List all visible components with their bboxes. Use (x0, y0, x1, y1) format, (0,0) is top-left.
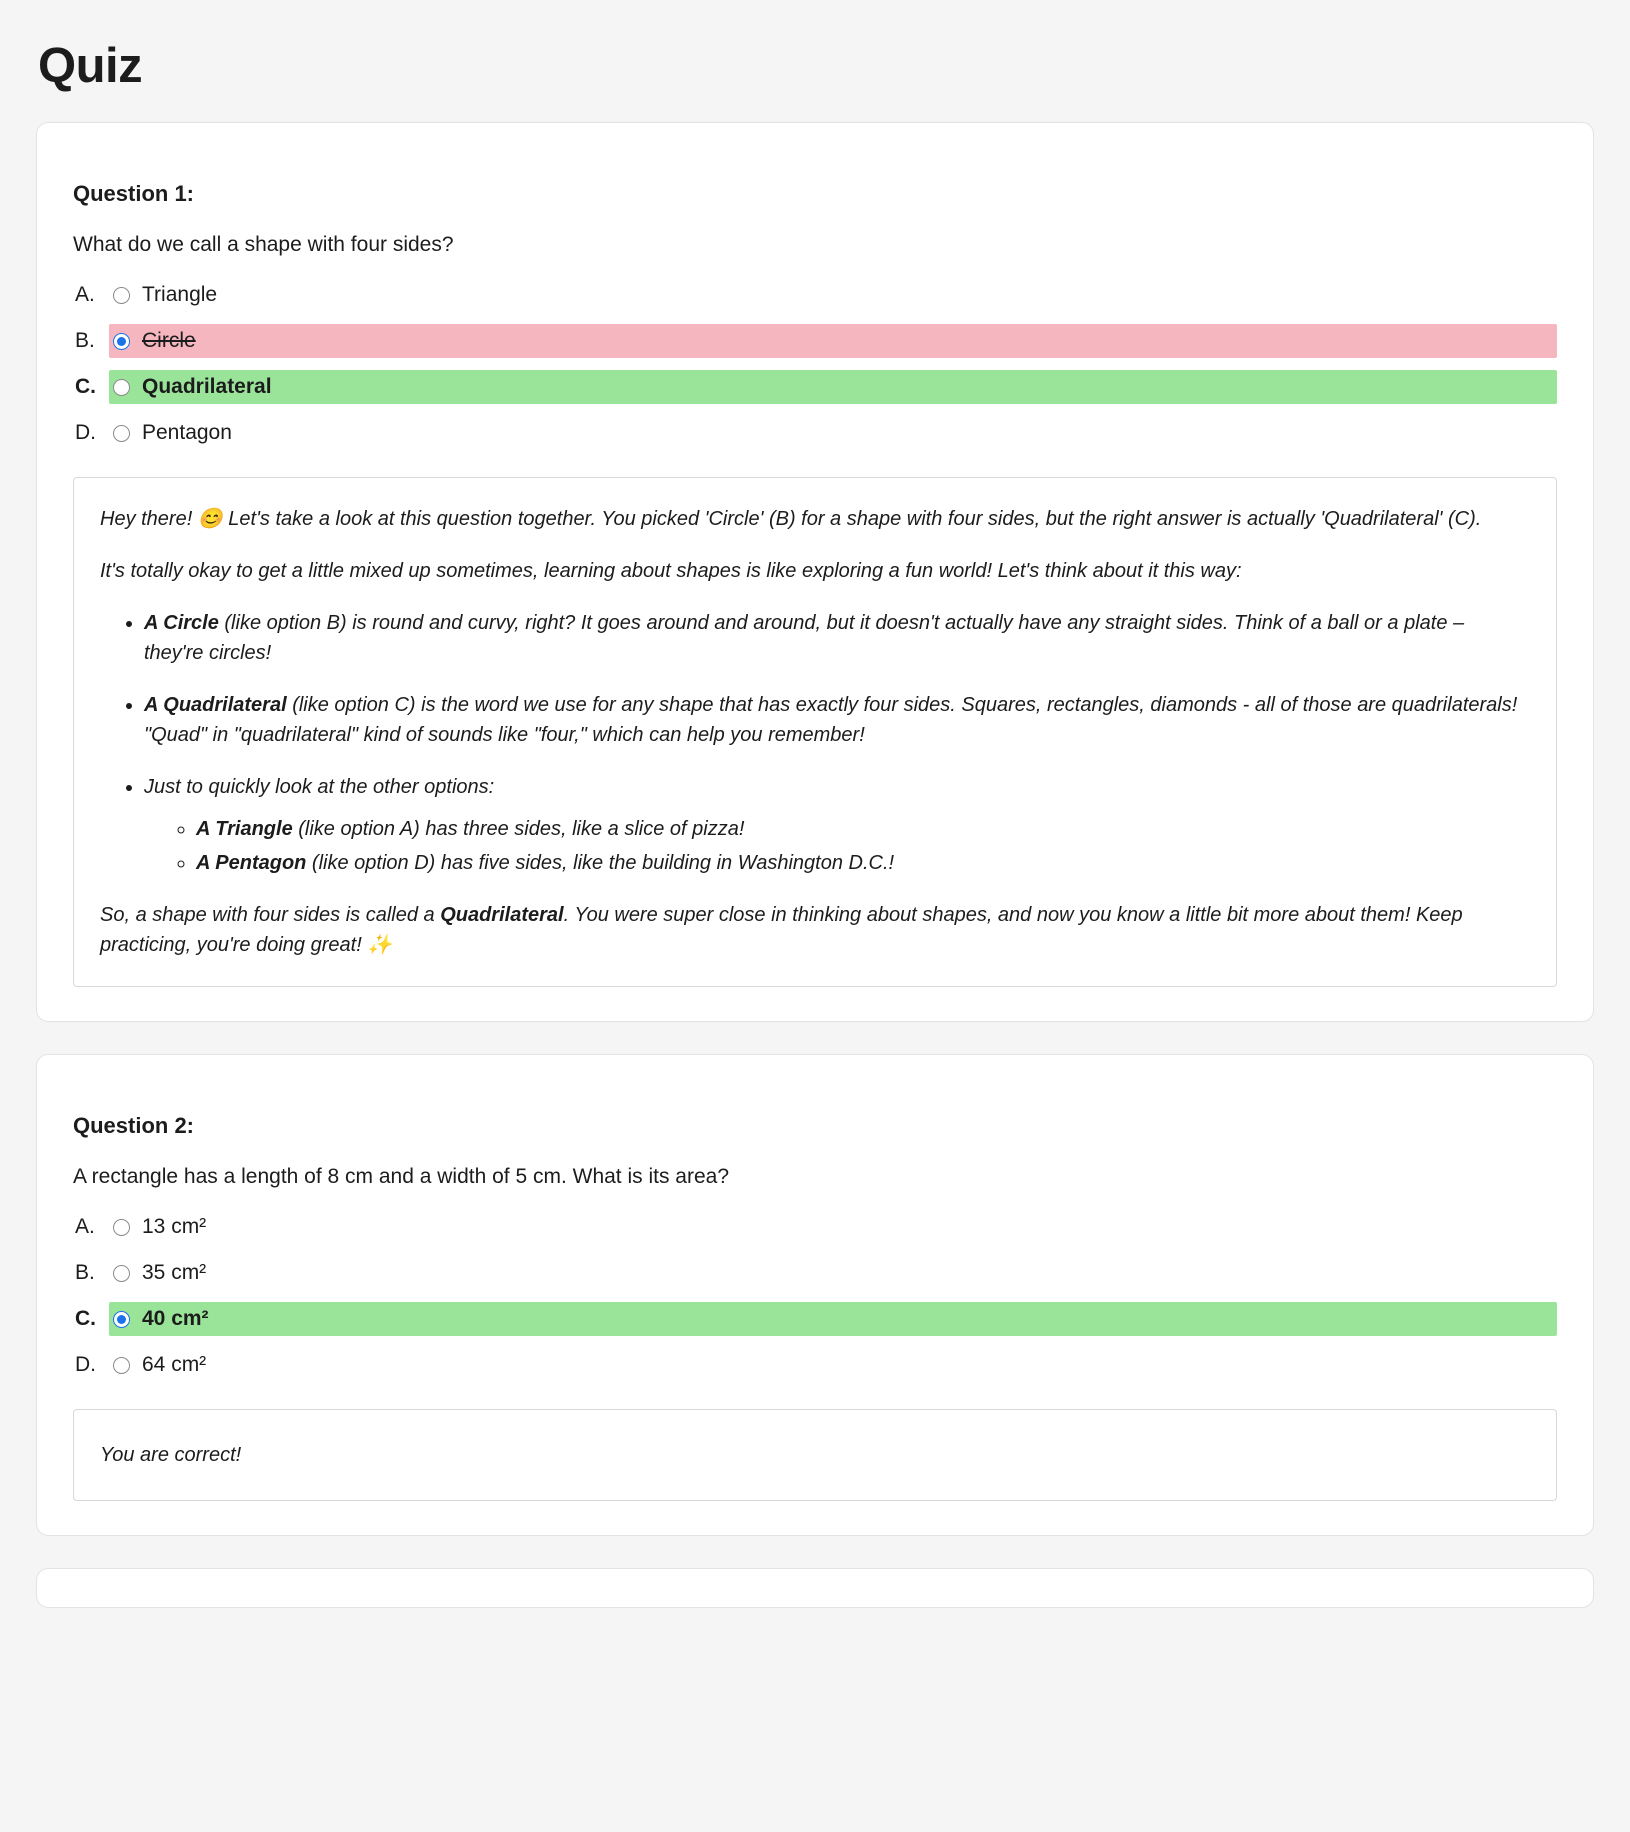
feedback-paragraph-2: It's totally okay to get a little mixed up sometimes, learning about shapes is like exploring a fun world! Let's think about it this way: (100, 560, 1242, 582)
question-card-3-partial (36, 1568, 1594, 1608)
feedback-closing-post: . You were super close in thinking about shapes, and now you know a little bit more about them! Keep practicing, you're doing great! ✨ (100, 904, 1463, 956)
question-2-feedback (73, 1409, 1557, 1501)
feedback-closing-term: Quadrilateral (440, 904, 564, 926)
question-2-label: Question 2: (73, 1113, 195, 1138)
feedback-sublist-item (196, 848, 1528, 878)
option-label: Quadrilateral (142, 375, 272, 398)
option-row[interactable] (73, 413, 1557, 453)
option-row[interactable] (73, 367, 1557, 407)
feedback-sublist (144, 814, 1528, 878)
option-letter: A. (75, 1215, 95, 1238)
option-highlight-wrong[interactable] (109, 324, 1557, 358)
option-label: 40 cm² (142, 1307, 209, 1330)
question-1-label: Question 1: (73, 181, 195, 206)
option-label: Triangle (142, 283, 218, 306)
feedback-term-detail: (like option B) is round and curvy, right? It goes around and around, but it doesn't actually have any straight sides. Think of a ball or a plate – they're circles! (144, 612, 1465, 664)
option-letter: C. (75, 375, 96, 398)
radio-button[interactable] (113, 1265, 130, 1282)
feedback-sublist-item (196, 814, 1528, 844)
option-row[interactable] (73, 1345, 1557, 1385)
feedback-term-detail: Just to quickly look at the other options: (144, 776, 495, 798)
feedback-term: A Pentagon (196, 852, 307, 874)
feedback-term: A Quadrilateral (144, 694, 287, 716)
feedback-text: You are correct! (100, 1444, 242, 1466)
radio-button-selected[interactable] (113, 1311, 130, 1328)
question-card-1 (36, 122, 1594, 1022)
radio-button[interactable] (113, 379, 130, 396)
feedback-list-item (144, 772, 1528, 878)
option-row[interactable] (73, 275, 1557, 315)
question-1-text: What do we call a shape with four sides? (73, 233, 454, 256)
radio-button[interactable] (113, 425, 130, 442)
feedback-closing-pre: So, a shape with four sides is called a (100, 904, 441, 926)
radio-button[interactable] (113, 1357, 130, 1374)
option-highlight-correct[interactable] (109, 370, 1557, 404)
question-2-options (73, 1207, 1557, 1385)
feedback-term: A Circle (144, 612, 219, 634)
option-letter: B. (75, 1261, 95, 1284)
feedback-term: A Triangle (196, 818, 293, 840)
option-letter: D. (75, 421, 96, 444)
option-label: 35 cm² (142, 1261, 207, 1284)
question-2-text: A rectangle has a length of 8 cm and a width of 5 cm. What is its area? (73, 1165, 730, 1188)
option-row[interactable] (73, 1207, 1557, 1247)
option-row[interactable] (73, 1253, 1557, 1293)
feedback-list-item (144, 608, 1528, 668)
question-1-feedback (73, 477, 1557, 987)
feedback-closing (100, 900, 1528, 960)
question-card-2 (36, 1054, 1594, 1536)
feedback-list (100, 608, 1528, 878)
radio-button[interactable] (113, 1219, 130, 1236)
option-letter: B. (75, 329, 95, 352)
option-letter: D. (75, 1353, 96, 1376)
option-row[interactable] (73, 1299, 1557, 1339)
option-row[interactable] (73, 321, 1557, 361)
feedback-paragraph-1: Hey there! 😊 Let's take a look at this question together. You picked 'Circle' (B) for a shape with four sides, but the right answer is actually 'Quadrilateral' (C). (100, 508, 1482, 530)
feedback-list-item (144, 690, 1528, 750)
question-1-options (73, 275, 1557, 453)
option-highlight-correct[interactable] (109, 1302, 1557, 1336)
feedback-term-detail: (like option C) is the word we use for any shape that has exactly four sides. Squares, rectangles, diamonds - all of those are quadrilaterals! "Quad" in "quadrilateral" kind of sounds like "four," which can help you remember! (144, 694, 1518, 746)
option-label: Pentagon (142, 421, 232, 444)
radio-button-selected[interactable] (113, 333, 130, 350)
option-label: 64 cm² (142, 1353, 207, 1376)
option-letter: A. (75, 283, 95, 306)
option-letter: C. (75, 1307, 96, 1330)
page-title: Quiz (38, 39, 143, 93)
feedback-term-detail: (like option D) has five sides, like the building in Washington D.C.! (306, 852, 895, 874)
radio-button[interactable] (113, 287, 130, 304)
option-label: 13 cm² (142, 1215, 207, 1238)
option-label: Circle (142, 329, 196, 352)
feedback-term-detail: (like option A) has three sides, like a slice of pizza! (292, 818, 745, 840)
